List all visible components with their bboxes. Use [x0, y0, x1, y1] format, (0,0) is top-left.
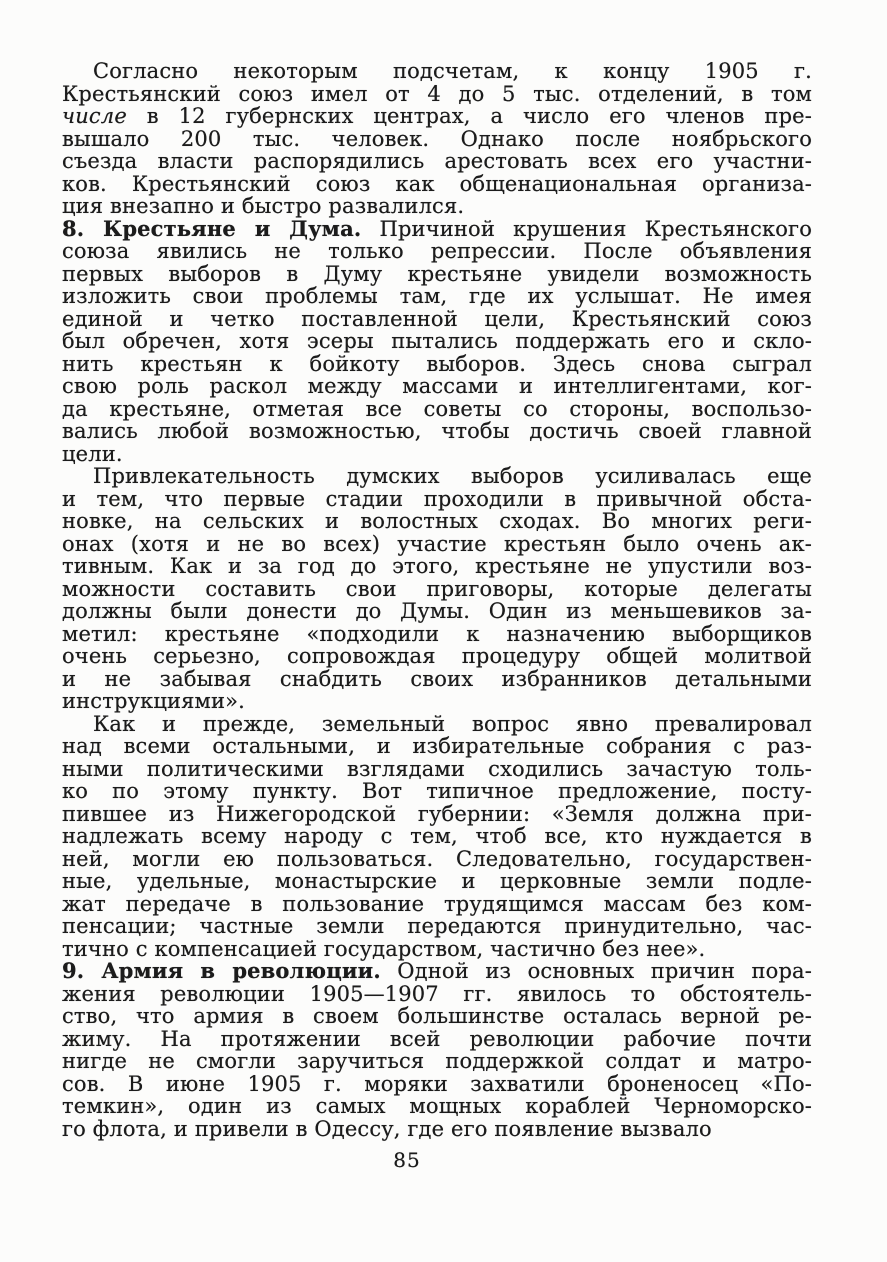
text-span: и не забывая снабдить своих избранников детальными	[62, 666, 812, 691]
section-8-peasants-and-duma	[62, 215, 812, 466]
text-span: Согласно некоторым подсчетам, к концу 1905 г.	[93, 59, 812, 83]
text-span: жения революции 1905—1907 гг. явилось то обстоятель-	[62, 981, 812, 1006]
text-span: очень серьезно, сопровождая процедуру общей молитвой	[62, 644, 812, 668]
text-span: первых выборов в Думу крестьяне увидели возможность	[62, 261, 812, 286]
text-line	[62, 848, 812, 871]
text-span: го флота, и привели в Одессу, где его появление вызвало	[62, 1116, 712, 1141]
text-span: ные, удельные, монастырские и церковные земли подле-	[62, 869, 812, 893]
text-line	[62, 735, 812, 758]
text-span: в 12 губернских центрах, а число его членов пре-	[126, 104, 812, 128]
text-span: над всеми остальными, и избирательные собрания с раз-	[62, 734, 812, 758]
text-line	[62, 758, 812, 781]
text-line	[62, 555, 812, 578]
text-line	[62, 533, 812, 556]
text-line	[62, 623, 812, 646]
text-line	[62, 1028, 812, 1051]
text-span: Привлекательность думских выборов усиливалась еще	[93, 464, 812, 488]
para-land-question	[62, 713, 812, 961]
text-line	[62, 308, 812, 331]
text-line	[62, 690, 812, 713]
text-span: новке, на сельских и волостных сходах. Во многих реги-	[62, 509, 812, 533]
text-line	[62, 1005, 812, 1028]
text-span: да крестьяне, отметая все советы со стороны, воспользо-	[62, 396, 812, 421]
text-line	[62, 330, 812, 353]
text-line	[62, 938, 812, 961]
text-span: ней, могли ею пользоваться. Следовательно, государствен-	[62, 846, 812, 871]
text-line	[62, 465, 812, 488]
text-block	[62, 60, 812, 1140]
text-line	[62, 353, 812, 376]
text-line	[62, 668, 812, 691]
page-number: 85	[393, 1148, 421, 1172]
section-heading: 8. Крестьяне и Дума.	[62, 215, 362, 241]
text-line	[62, 1073, 812, 1096]
text-span: Как и прежде, земельный вопрос явно превалировал	[93, 711, 812, 736]
text-line	[62, 263, 812, 286]
text-span: ция внезапно и быстро развалился.	[62, 194, 465, 218]
text-line	[62, 398, 812, 421]
text-line	[62, 915, 812, 938]
text-span: Крестьянский союз имел от 4 до 5 тыс. отделений, в том	[62, 81, 812, 106]
text-line	[62, 960, 812, 983]
text-span: должны были донести до Думы. Один из меньшевиков за-	[62, 599, 812, 623]
text-line	[62, 488, 812, 511]
text-span: инструкциями».	[62, 689, 245, 713]
text-span: ными политическими взглядами сходились зачастую толь-	[62, 756, 812, 781]
text-line	[62, 195, 812, 218]
text-line	[62, 420, 812, 443]
text-line	[62, 83, 812, 106]
text-span: пившее из Нижегородской губернии: «Земля должна при-	[62, 801, 812, 826]
text-line	[62, 1095, 812, 1118]
text-span: жиму. На протяжении всей революции рабочие почти	[62, 1026, 812, 1051]
text-span: Причиной крушения Крестьянского	[361, 216, 812, 241]
text-line	[62, 780, 812, 803]
text-span: и тем, что первые стадии проходили в привычной обста-	[62, 486, 812, 511]
text-line	[62, 1050, 812, 1073]
text-line	[62, 1118, 812, 1141]
text-line	[62, 983, 812, 1006]
text-span: темкин», один из самых мощных кораблей Черноморско-	[62, 1094, 812, 1118]
text-span: сов. В июне 1905 г. моряки захватили броненосец «По-	[62, 1071, 812, 1096]
text-span: нить крестьян к бойкоту выборов. Здесь снова сыграл	[62, 351, 812, 376]
text-line	[62, 375, 812, 398]
text-span: онах (хотя и не во всех) участие крестьян было очень ак-	[62, 531, 812, 556]
text-span: ство, что армия в своем большинстве осталась верной ре-	[62, 1004, 812, 1028]
text-span: пенсации; частные земли передаются принудительно, час-	[62, 914, 812, 938]
text-span: тично с компенсацией государством, частично без нее».	[62, 936, 706, 961]
text-line	[62, 215, 812, 241]
text-span: ко по этому пункту. Вот типичное предложение, посту-	[62, 779, 812, 803]
text-line	[62, 105, 812, 128]
text-line	[62, 825, 812, 848]
text-span: надлежать всему народу с тем, чтоб все, кто нуждается в	[62, 824, 812, 848]
text-line	[62, 803, 812, 826]
text-line	[62, 893, 812, 916]
text-line	[62, 645, 812, 668]
text-span: вышало 200 тыс. человек. Однако после ноябрьского	[62, 126, 812, 151]
text-span: изложить свои проблемы там, где их услышат. Не имея	[62, 284, 812, 308]
text-span: цели.	[62, 441, 123, 466]
emphasized-text: числе	[62, 104, 127, 128]
text-line	[62, 60, 812, 83]
text-span: свою роль раскол между массами и интеллигентами, ког-	[62, 374, 812, 398]
text-span: ков. Крестьянский союз как общенациональная организа-	[62, 171, 812, 196]
text-line	[62, 240, 812, 263]
text-line	[62, 443, 812, 466]
text-span: жат передаче в пользование трудящимся массам без ком-	[62, 891, 812, 916]
section-heading: 9. Армия в революции.	[62, 958, 381, 983]
para-duma-elections-appeal	[62, 465, 812, 713]
text-span: съезда власти распорядились арестовать всех его участни-	[62, 149, 812, 173]
text-span: вались любой возможностью, чтобы достичь своей главной	[62, 419, 812, 443]
text-span: нигде не смогли заручиться поддержкой солдат и матро-	[62, 1049, 812, 1073]
text-span: можности составить свои приговоры, которые делегаты	[62, 576, 812, 601]
text-line	[62, 173, 812, 196]
text-line	[62, 510, 812, 533]
text-line	[62, 870, 812, 893]
para-peasant-union-collapse	[62, 60, 812, 218]
text-span: был обречен, хотя эсеры пытались поддержать его и скло-	[62, 329, 812, 353]
section-9-army-in-revolution	[62, 960, 812, 1140]
text-line	[62, 578, 812, 601]
text-line	[62, 600, 812, 623]
text-span: тивным. Как и за год до этого, крестьяне не упустили воз-	[62, 554, 812, 578]
text-line	[62, 713, 812, 736]
text-span: метил: крестьяне «подходили к назначению выборщиков	[62, 621, 812, 646]
text-line	[62, 285, 812, 308]
text-line	[62, 150, 812, 173]
text-span: Одной из основных причин пора-	[380, 959, 812, 983]
text-span: единой и четко поставленной цели, Крестьянский союз	[62, 306, 812, 331]
text-line	[62, 128, 812, 151]
text-span: союза явились не только репрессии. После объявления	[62, 239, 812, 263]
